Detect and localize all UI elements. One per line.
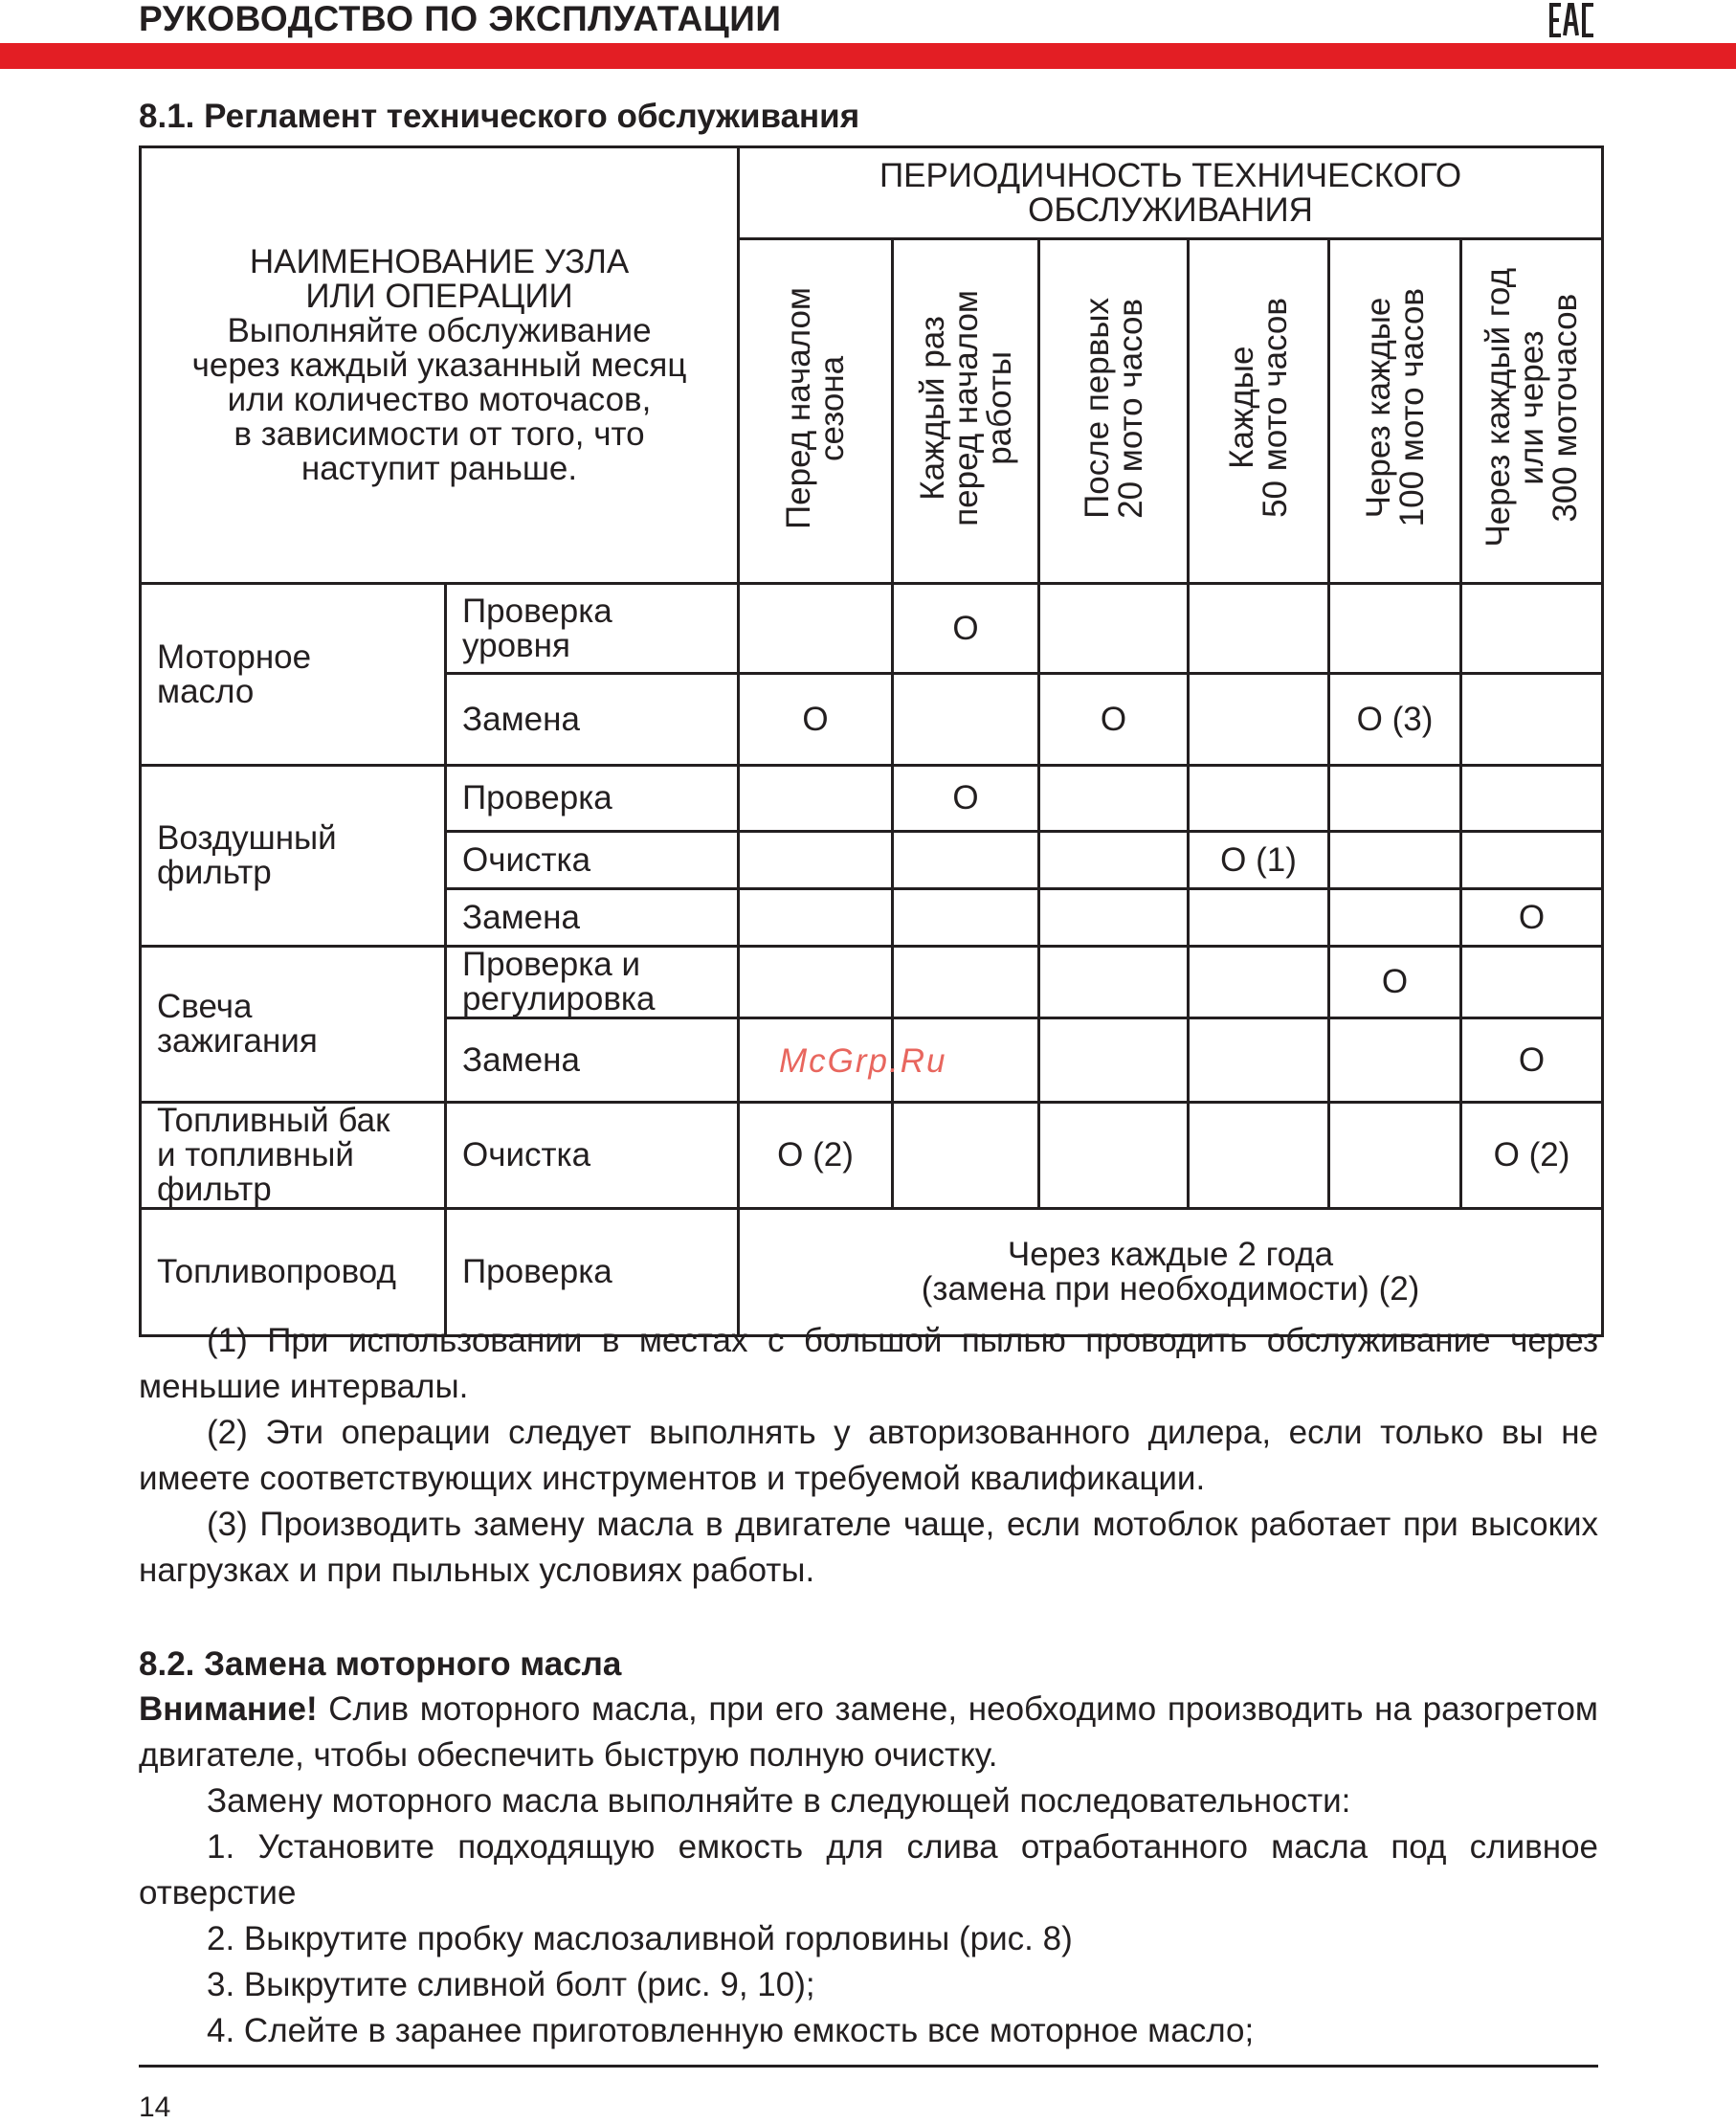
operation-name [446, 832, 739, 889]
operation-name [446, 674, 739, 766]
table-row [141, 766, 1603, 832]
text-line: через каждый указанный месяц [191, 346, 687, 384]
text-line: Проверка и [462, 946, 641, 983]
operation-name [446, 889, 739, 947]
operation-name [446, 1103, 739, 1209]
text-line: НАИМЕНОВАНИЕ УЗЛА [249, 242, 630, 280]
text-line: Через каждые 2 года [1007, 1236, 1334, 1273]
table-row [141, 1103, 1603, 1209]
footnote-1: (1) При использовании в местах с большой пылью проводить обслуживание через меньшие интервалы. [139, 1322, 1598, 1405]
table-row [141, 947, 1603, 1018]
schedule-mark [893, 889, 1039, 947]
text-line: ПЕРИОДИЧНОСТЬ ТЕХНИЧЕСКОГО [879, 156, 1462, 194]
text-line: уровня [462, 626, 570, 664]
text-line: фильтр [157, 854, 272, 891]
text-line: Замена [462, 1040, 580, 1079]
schedule-mark [893, 832, 1039, 889]
section-title-maintenance-schedule: 8.1. Регламент технического обслуживания [139, 98, 860, 135]
schedule-mark [1461, 584, 1603, 674]
text-line: работы [980, 350, 1018, 465]
text-line: регулировка [462, 980, 656, 1017]
column-header [1189, 239, 1329, 584]
schedule-mark [1329, 1018, 1461, 1103]
schedule-mark [1189, 947, 1329, 1018]
schedule-mark [1329, 889, 1461, 947]
column-header-label [1223, 298, 1295, 518]
schedule-mark [1461, 674, 1603, 766]
schedule-mark [893, 1103, 1039, 1209]
text-line: или количество моточасов, [227, 380, 652, 418]
column-header [739, 239, 893, 584]
text-line: (замена при необходимости) (2) [921, 1270, 1420, 1308]
column-header-label [1480, 268, 1585, 548]
header-periodicity [739, 147, 1603, 239]
schedule-mark [1039, 766, 1189, 832]
attention-paragraph [139, 1687, 1598, 1778]
attention-label: Внимание! [139, 1690, 318, 1728]
watermark: McGrp.Ru [779, 1042, 947, 1080]
schedule-mark [1039, 889, 1189, 947]
schedule-mark [1329, 1103, 1461, 1209]
text-line: Каждые [1223, 346, 1261, 470]
schedule-mark: O [739, 674, 893, 766]
operation-name [446, 1018, 739, 1103]
text-line: и топливный [157, 1136, 354, 1174]
oil-change-step-3: 3. Выкрутите сливной болт (рис. 9, 10); [207, 1966, 815, 2003]
schedule-mark [893, 674, 1039, 766]
text-line: или через [1513, 330, 1551, 485]
schedule-mark [739, 947, 893, 1018]
schedule-mark [893, 947, 1039, 1018]
text-line: Перед началом [780, 286, 818, 529]
column-header-label [780, 286, 852, 529]
schedule-mark: O [1039, 674, 1189, 766]
attention-text: Слив моторного масла, при его замене, необходимо производить на разогретом двигателе, чтобы обеспечить быструю полную очистку. [139, 1690, 1598, 1774]
schedule-mark [1189, 889, 1329, 947]
table-row [141, 1209, 1603, 1336]
column-header-label [913, 289, 1018, 526]
column-header-label [1080, 298, 1147, 519]
schedule-mark [1461, 832, 1603, 889]
operation-name [446, 1209, 739, 1336]
node-name [141, 584, 446, 766]
column-header-label [1359, 288, 1431, 527]
maintenance-schedule-table [139, 145, 1604, 1337]
column-header [1329, 239, 1461, 584]
text-line: Топливопровод [157, 1253, 396, 1290]
text-line: Каждый раз [913, 315, 951, 501]
header-red-band [0, 43, 1736, 69]
text-line: Воздушный [157, 819, 337, 857]
node-name [141, 1209, 446, 1336]
text-line: Проверка [462, 1253, 612, 1290]
schedule-mark: O [1461, 889, 1603, 947]
schedule-mark [1039, 1018, 1189, 1103]
text-line: 20 мото часов [1111, 298, 1149, 518]
table-row [141, 584, 1603, 674]
schedule-mark [1039, 1103, 1189, 1209]
schedule-mark [1189, 584, 1329, 674]
schedule-mark [1329, 584, 1461, 674]
text-line: перед началом [946, 289, 985, 526]
text-line: Выполняйте обслуживание [227, 311, 652, 349]
footer-rule [139, 2065, 1598, 2068]
schedule-mark [739, 584, 893, 674]
schedule-mark [739, 766, 893, 832]
schedule-mark [1329, 832, 1461, 889]
text-line: 50 мото часов [1257, 298, 1295, 518]
text-line: Замена [462, 700, 580, 738]
node-name [141, 1103, 446, 1209]
column-header [1461, 239, 1603, 584]
section-title-oil-change: 8.2. Замена моторного масла [139, 1645, 622, 1683]
schedule-mark [1329, 766, 1461, 832]
schedule-mark: O (2) [739, 1103, 893, 1209]
oil-change-step-2: 2. Выкрутите пробку маслозаливной горловины (рис. 8) [207, 1920, 1073, 1957]
schedule-mark [1039, 832, 1189, 889]
text-line: ОБСЛУЖИВАНИЯ [1028, 190, 1313, 229]
schedule-mark: O [893, 766, 1039, 832]
text-line: Очистка [462, 840, 591, 879]
schedule-mark: O (3) [1329, 674, 1461, 766]
text-line: наступит раньше. [300, 449, 578, 487]
text-line: зажигания [157, 1022, 318, 1060]
page-number: 14 [139, 2091, 171, 2123]
schedule-mark: O [1461, 1018, 1603, 1103]
schedule-mark [739, 889, 893, 947]
schedule-mark [1189, 1018, 1329, 1103]
footnote-2: (2) Эти операции следует выполнять у авторизованного дилера, если только вы не имеете соответствующих инструментов и требуемой квалификации. [139, 1414, 1598, 1497]
text-line: ИЛИ ОПЕРАЦИИ [305, 277, 573, 315]
operation-name [446, 766, 739, 832]
interval-note [739, 1209, 1603, 1336]
schedule-mark [1189, 766, 1329, 832]
schedule-mark [1461, 947, 1603, 1018]
oil-change-intro: Замену моторного масла выполняйте в следующей последовательности: [207, 1782, 1351, 1820]
operation-name [446, 584, 739, 674]
text-line: Очистка [462, 1136, 591, 1174]
schedule-mark [739, 832, 893, 889]
schedule-mark: O [893, 584, 1039, 674]
schedule-mark: O (1) [1189, 832, 1329, 889]
footnote-3: (3) Производить замену масла в двигателе чаще, если мотоблок работает при высоких нагрузках и при пыльных условиях работы. [139, 1506, 1598, 1589]
text-line: 300 моточасов [1547, 293, 1585, 523]
text-line: Свеча [157, 988, 253, 1025]
text-line: Топливный бак [157, 1102, 390, 1139]
schedule-mark: O [1329, 947, 1461, 1018]
oil-change-step-4: 4. Слейте в заранее приготовленную емкость все моторное масло; [207, 2012, 1255, 2049]
eac-logo [1548, 2, 1596, 38]
text-line: Через каждый год [1480, 268, 1518, 548]
text-line: 100 мото часов [1392, 288, 1431, 527]
node-name [141, 766, 446, 947]
text-line: масло [157, 672, 255, 710]
manual-header-title: РУКОВОДСТВО ПО ЭКСПЛУАТАЦИИ [139, 0, 782, 38]
schedule-mark: O (2) [1461, 1103, 1603, 1209]
text-line: в зависимости от того, что [234, 414, 645, 453]
schedule-mark [1189, 1103, 1329, 1209]
text-line: Замена [462, 898, 580, 936]
column-header [1039, 239, 1189, 584]
schedule-mark [1189, 674, 1329, 766]
text-line: Через каждые [1359, 297, 1397, 519]
text-line: сезона [813, 354, 852, 461]
text-line: Проверка [462, 592, 612, 630]
operation-name [446, 947, 739, 1018]
text-line: После первых [1078, 297, 1116, 519]
schedule-mark [1039, 584, 1189, 674]
column-header [893, 239, 1039, 584]
schedule-mark [1039, 947, 1189, 1018]
text-line: Проверка [462, 779, 612, 816]
header-name-operation [141, 147, 739, 584]
text-line: фильтр [157, 1171, 272, 1208]
text-line: Моторное [157, 637, 312, 676]
schedule-mark [1461, 766, 1603, 832]
oil-change-step-1: 1. Установите подходящую емкость для слива отработанного масла под сливное отверстие [139, 1828, 1598, 1912]
node-name [141, 947, 446, 1103]
